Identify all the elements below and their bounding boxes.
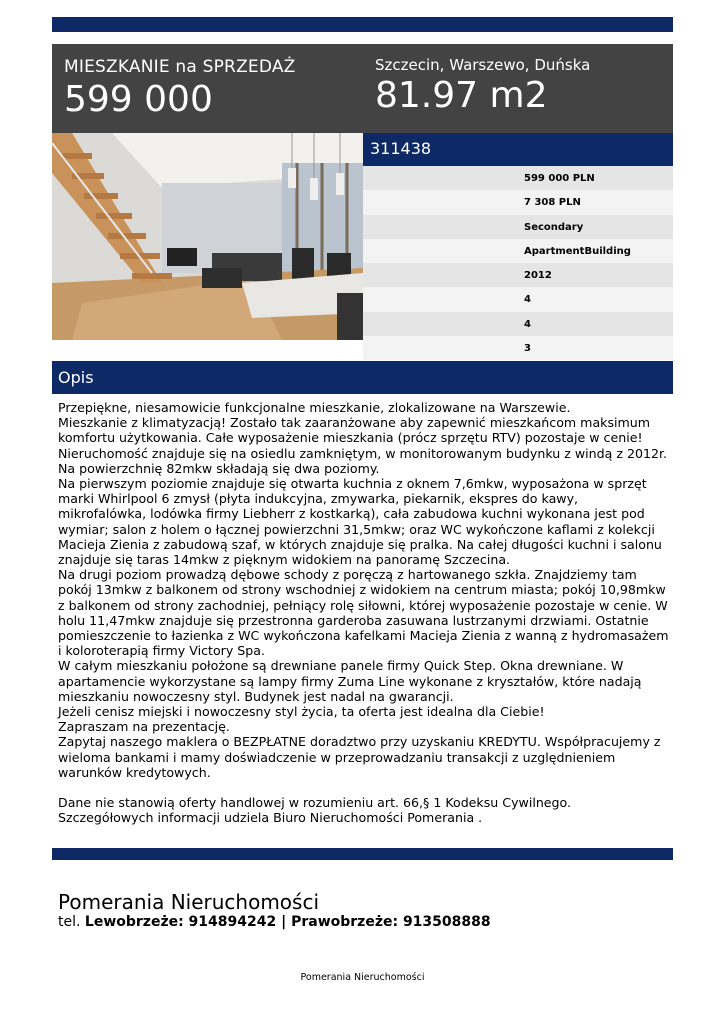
spec-value: 7 308 PLN [524, 197, 581, 209]
offer-id: 311438 [370, 139, 432, 158]
listing-area: 81.97 m2 [375, 75, 548, 116]
page-footer: Pomerania Nieruchomości [300, 972, 425, 983]
spec-value: 2012 [524, 270, 552, 281]
description-paragraph: Zapytaj naszego maklera o BEZPŁATNE doradztwo przy uzyskaniu KREDYTU. Współpracujemy z wieloma bankami i mamy doświadczenie w przeprowadzaniu transakcji z uzględnieniem warunków kredytowych. [58, 734, 661, 780]
description-paragraph: W całym mieszkaniu położone są drewniane panele firmy Quick Step. Okna drewniane. W apartamencie wykorzystane są lampy firmy Zuma Line wykonane z kryształów, które nadają mieszkaniu nowoczesny styl. Budynek jest nadal na gwarancji. [58, 658, 642, 704]
description-paragraph: Nieruchomość znajduje się na osiedlu zamkniętym, w monitorowanym budynku z windą z 2012r. [58, 445, 668, 461]
company-phones [58, 913, 491, 931]
tel-prefix: tel. [58, 914, 81, 930]
description-paragraph: Mieszkanie z klimatyzacją! Zostało tak zaaranżowane aby zapewnić mieszkańcom maksimum komfortu użytkowania. Całe wyposażenie mieszkania (prócz sprzętu RTV) pozostaje w cenie! [58, 415, 651, 446]
specs-table [363, 166, 673, 360]
description-header [52, 361, 673, 394]
description-title: Opis [58, 368, 94, 387]
spec-row [363, 190, 673, 214]
listing-type: MIESZKANIE na SPRZEDAŻ [64, 57, 296, 77]
spec-row [363, 215, 673, 239]
description-body [58, 400, 670, 826]
spec-row [363, 166, 673, 190]
description-paragraph: Na powierzchnię 82mkw składają się dwa poziomy. [58, 460, 380, 476]
spec-value: 599 000 PLN [524, 173, 595, 184]
spec-value: 4 [524, 294, 531, 306]
spec-row [363, 336, 673, 360]
listing-location: Szczecin, Warszewo, Duńska [375, 56, 591, 74]
description-paragraph: Zapraszam na prezentację. [58, 719, 230, 735]
description-paragraph: Na pierwszym poziomie znajduje się otwarta kuchnia z oknem 7,6mkw, wyposażona w sprzęt marki Whirlpool 6 zmysł (płyta indukcyjna, zmywarka, piekarnik, ekspres do kawy, mikrofalówka, lodówka firmy Liebherr z kostkarką), cała zabudowa kuchni wykonana jest pod wymiar; salon z holem o łącznej powierzchni 31,5mkw; oraz WC wykończone kaflami z kolekcji Macieja Zienia z zabudową szaf, w których znajduje się pralka. Na całej długości kuchni i salonu znajduje się taras 14mkw z pięknym widokiem na panoramę Szczecina. [58, 476, 662, 568]
phone-numbers: Lewobrzeże: 914894242 | Prawobrzeże: 913508888 [84, 914, 491, 930]
description-disclaimer: Dane nie stanowią oferty handlowej w rozumieniu art. 66,§ 1 Kodeksu Cywilnego. Szczegółowych informacji udziela Biuro Nieruchomości Pomerania . [58, 795, 572, 826]
spec-row [363, 239, 673, 263]
spec-value: 4 [524, 318, 531, 330]
top-decorative-bar [52, 17, 673, 32]
description-paragraph: Jeżeli cenisz miejski i nowoczesny styl życia, ta oferta jest idealna dla Ciebie! [58, 704, 545, 720]
spec-row [363, 263, 673, 287]
description-paragraph: Przepiękne, niesamowicie funkcjonalne mieszkanie, zlokalizowane na Warszewie. [58, 400, 571, 415]
listing-price: 599 000 [64, 79, 213, 120]
apartment-photo [52, 133, 363, 340]
bottom-decorative-bar [52, 848, 673, 860]
spec-row [363, 312, 673, 336]
listing-header [52, 44, 673, 133]
spec-value: ApartmentBuilding [524, 245, 631, 257]
spec-value: Secondary [524, 221, 584, 233]
spec-row [363, 287, 673, 311]
description-paragraph: Na drugi poziom prowadzą dębowe schody z poręczą z hartowanego szkła. Znajdziemy tam pokój 13mkw z balkonem od strony wschodniej z widokiem na centrum miasta; pokój 10,98mkw z balkonem od strony zachodniej, pełniący rolę siłowni, której wyposażenie pozostaje w cenie. W holu 11,47mkw znajduje się przestronna garderoba zasuwana lustrzanymi drzwiami. Ostatnie pomieszczenie to łazienka z WC wykończona kafelkami Macieja Zienia z wanną z hydromasażem i koloroterapią firmy Victory Spa. [58, 567, 669, 659]
spec-value: 3 [524, 342, 531, 354]
paragraph-gap [58, 780, 670, 795]
company-name: Pomerania Nieruchomości [58, 890, 320, 914]
offer-id-bar [363, 133, 673, 166]
